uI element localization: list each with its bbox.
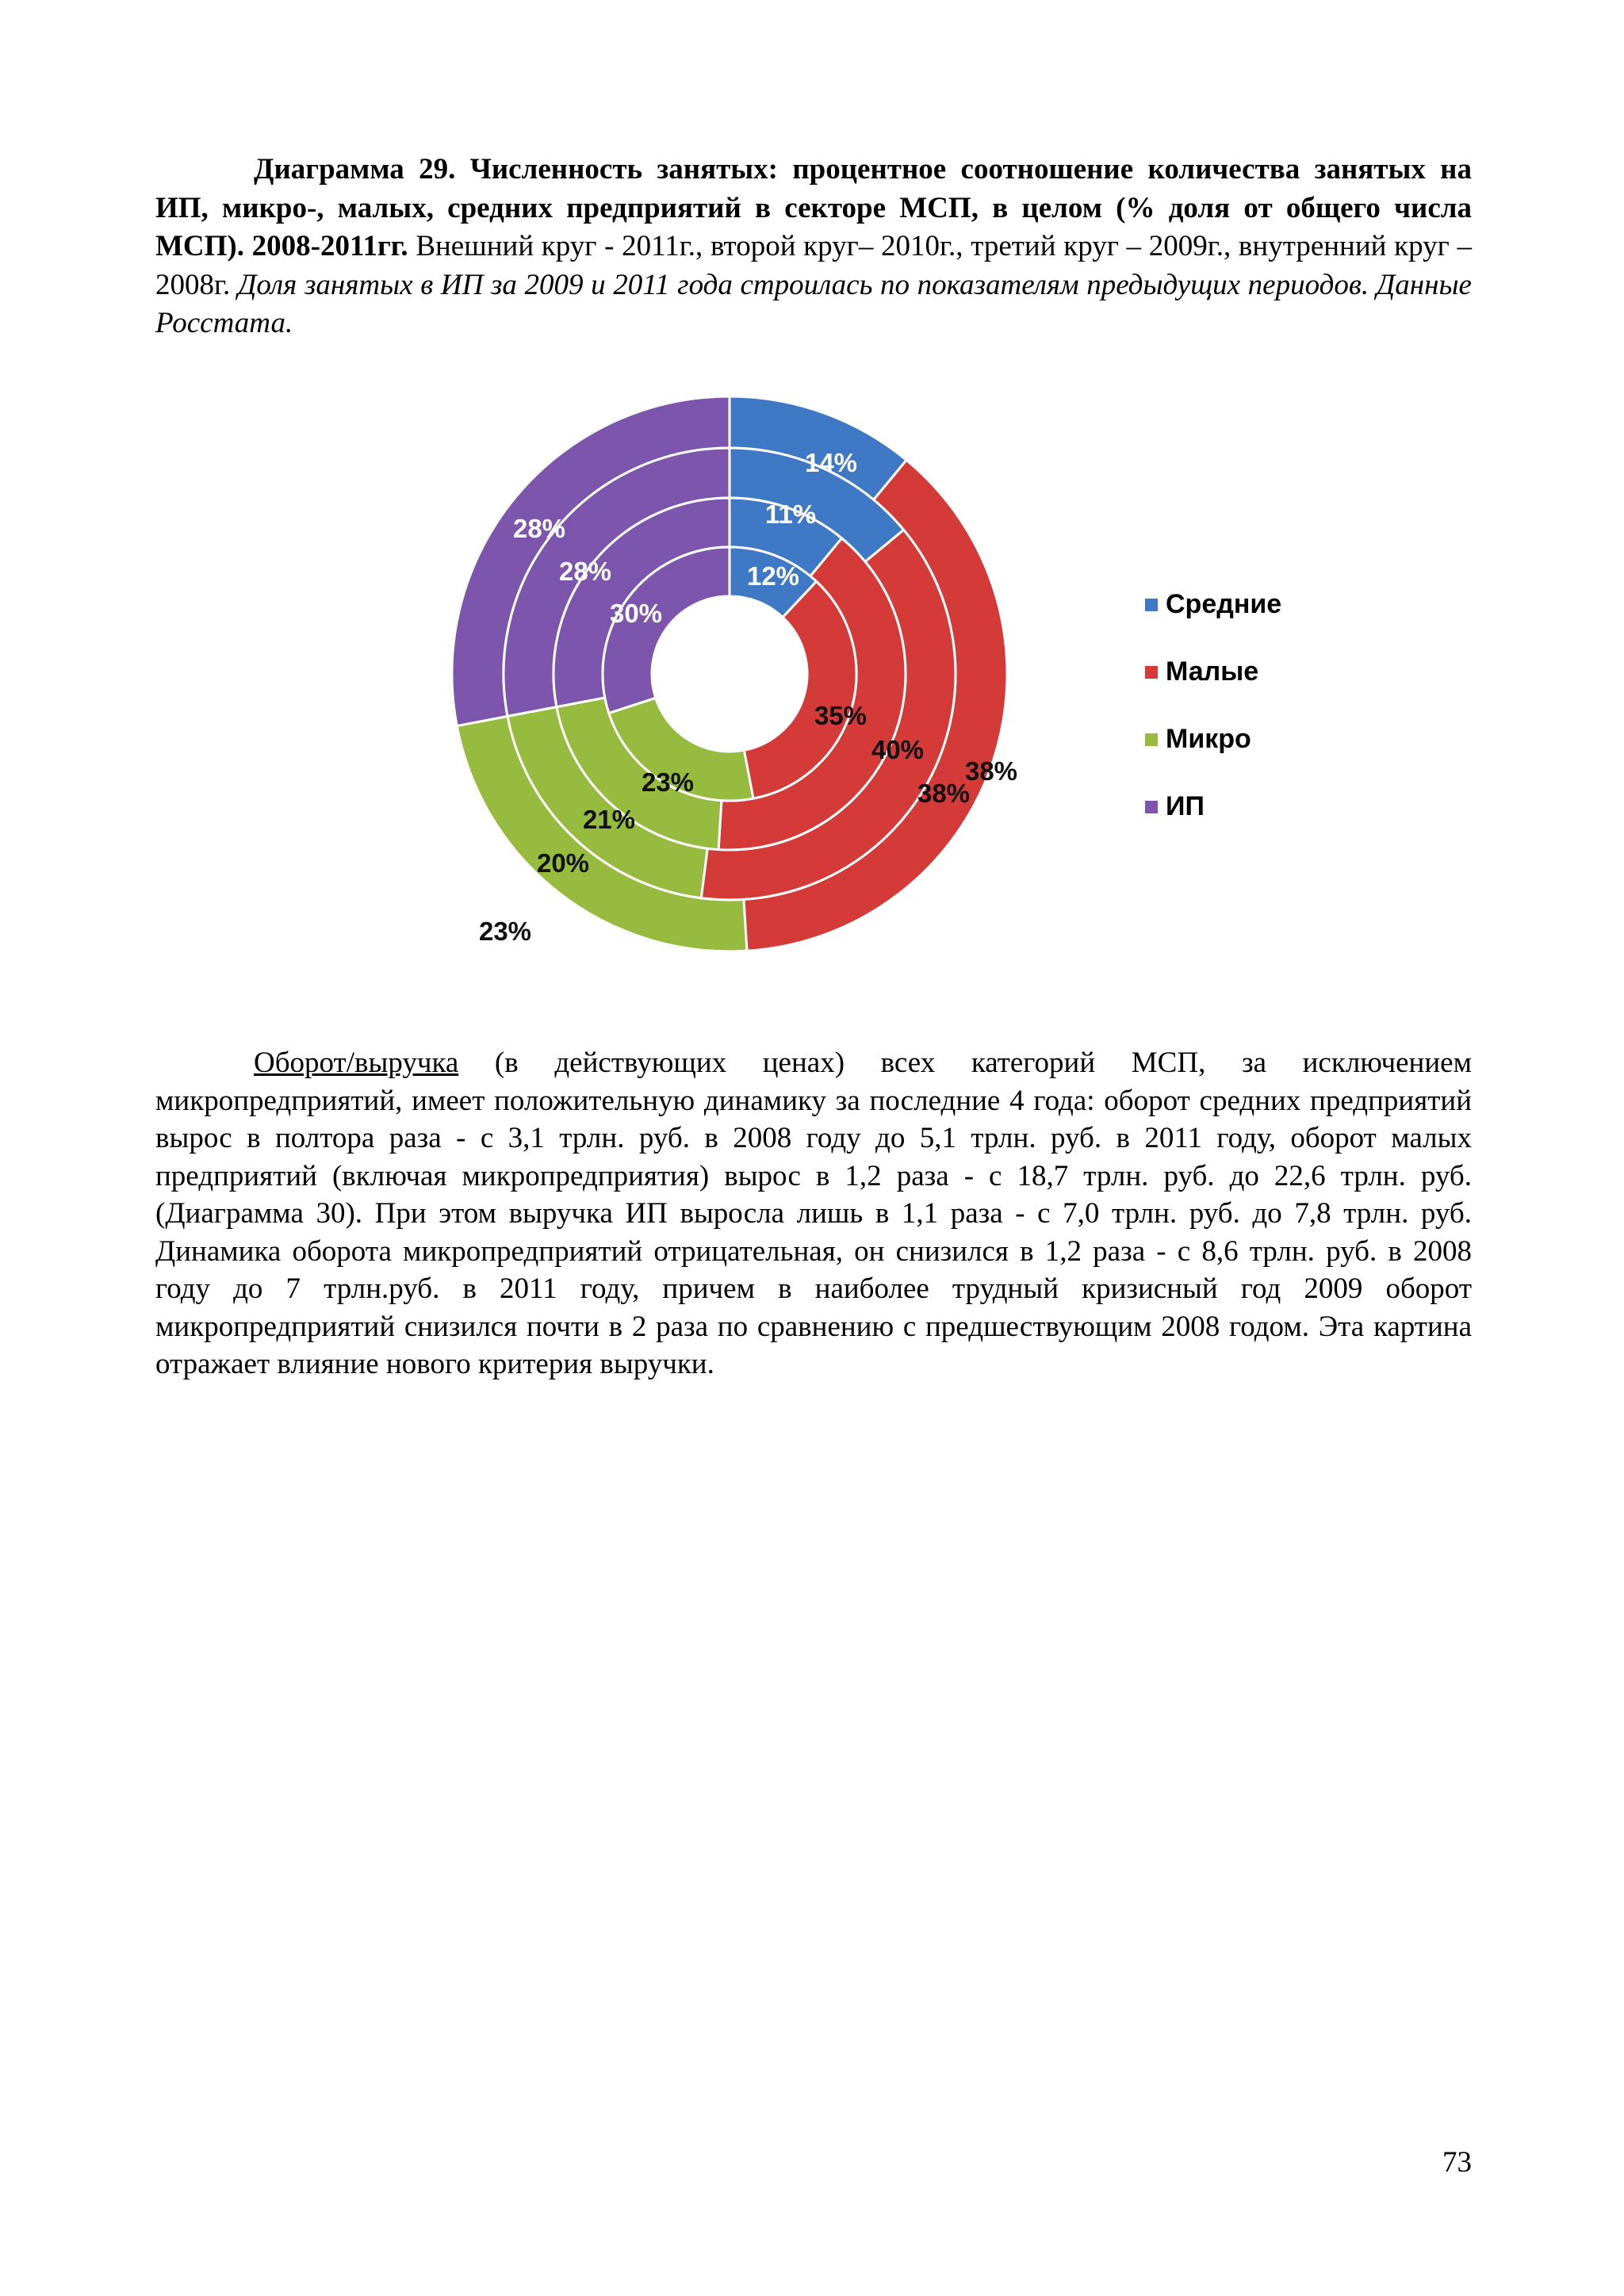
doughnut-chart [0, 0, 1624, 1047]
paragraph-term: Оборот/выручка [254, 1047, 459, 1079]
legend-swatch-medium [1145, 599, 1158, 611]
legend-item-small [1145, 638, 1383, 706]
data-label-small-2011: 38% [964, 756, 1018, 786]
data-label-micro-2010: 20% [536, 848, 590, 878]
legend-label-medium: Средние [1166, 589, 1282, 619]
data-label-ip-2009: 28% [558, 557, 612, 586]
legend-label-micro: Микро [1166, 724, 1251, 754]
data-label-micro-2008: 23% [641, 767, 695, 797]
caption-note: Доля занятых в ИП за 2009 и 2011 года строилась по показателям предыдущих периодов. Данные Росстата. [155, 268, 1472, 339]
data-label-small-2010: 38% [917, 779, 971, 808]
data-label-medium-2008: 12% [746, 561, 800, 591]
data-label-micro-2009: 21% [582, 805, 636, 834]
data-label-ip-2011: 28% [461, 476, 515, 506]
paragraph-text: (в действующих ценах) всех категорий МСП, за исключением микропредприятий, имеет положительную динамику за последние 4 года: оборот средних предприятий вырос в полтора раза - с 3,1 трлн. руб. в 2008 году до 5,1 трлн. руб. в 2011 году, оборот малых предприятий (включая микропредприятия) вырос в 1,2 раза - с 18,7 трлн. руб. до 22,6 трлн. руб. (Диаграмма 30). При этом выручка ИП выросла лишь в 1,1 раза - с 7,0 трлн. руб. до 7,8 трлн. руб. Динамика оборота микропредприятий отрицательная, он снизился в 1,2 раза - с 8,6 трлн. руб. в 2008 году до 7 трлн.руб. в 2011 году, причем в наиболее трудный кризисный год 2009 оборот микропредприятий снизился почти в 2 раза по сравнению с предшествующим 2008 годом. Эта картина отражает влияние нового критерия выручки. [155, 1047, 1472, 1380]
data-label-micro-2011: 23% [478, 916, 532, 946]
caption-description: Внешний круг - 2011г., второй круг– 2010г., третий круг – 2009г., внутренний круг – 2008г. [155, 230, 1472, 301]
data-label-small-2009: 40% [871, 735, 925, 764]
data-label-medium-2010: 14% [804, 448, 858, 477]
legend-swatch-micro [1145, 733, 1158, 746]
legend-swatch-small [1145, 666, 1158, 679]
page-number: 73 [1442, 2146, 1472, 2179]
legend-label-small: Малые [1166, 656, 1259, 687]
data-label-small-2008: 35% [814, 701, 868, 730]
legend-item-medium [1145, 571, 1383, 638]
doughnut-chart-svg [0, 0, 1624, 1047]
legend-item-ip [1145, 773, 1383, 840]
chart-legend [1145, 571, 1383, 840]
legend-item-micro [1145, 706, 1383, 773]
legend-label-ip: ИП [1166, 791, 1205, 821]
data-label-medium-2009: 11% [764, 499, 817, 529]
data-label-medium-2011: 11% [805, 381, 857, 410]
data-label-ip-2010: 28% [512, 514, 566, 543]
data-label-ip-2008: 30% [609, 599, 663, 628]
caption-title: Диаграмма 29. Численность занятых: процентное соотношение количества занятых на ИП, микро-, малых, средних предприятий в секторе МСП, в целом (% доля от общего числа МСП). 2008-2011гг. [155, 153, 1472, 262]
legend-swatch-ip [1145, 801, 1158, 813]
body-paragraph [155, 1044, 1472, 1383]
